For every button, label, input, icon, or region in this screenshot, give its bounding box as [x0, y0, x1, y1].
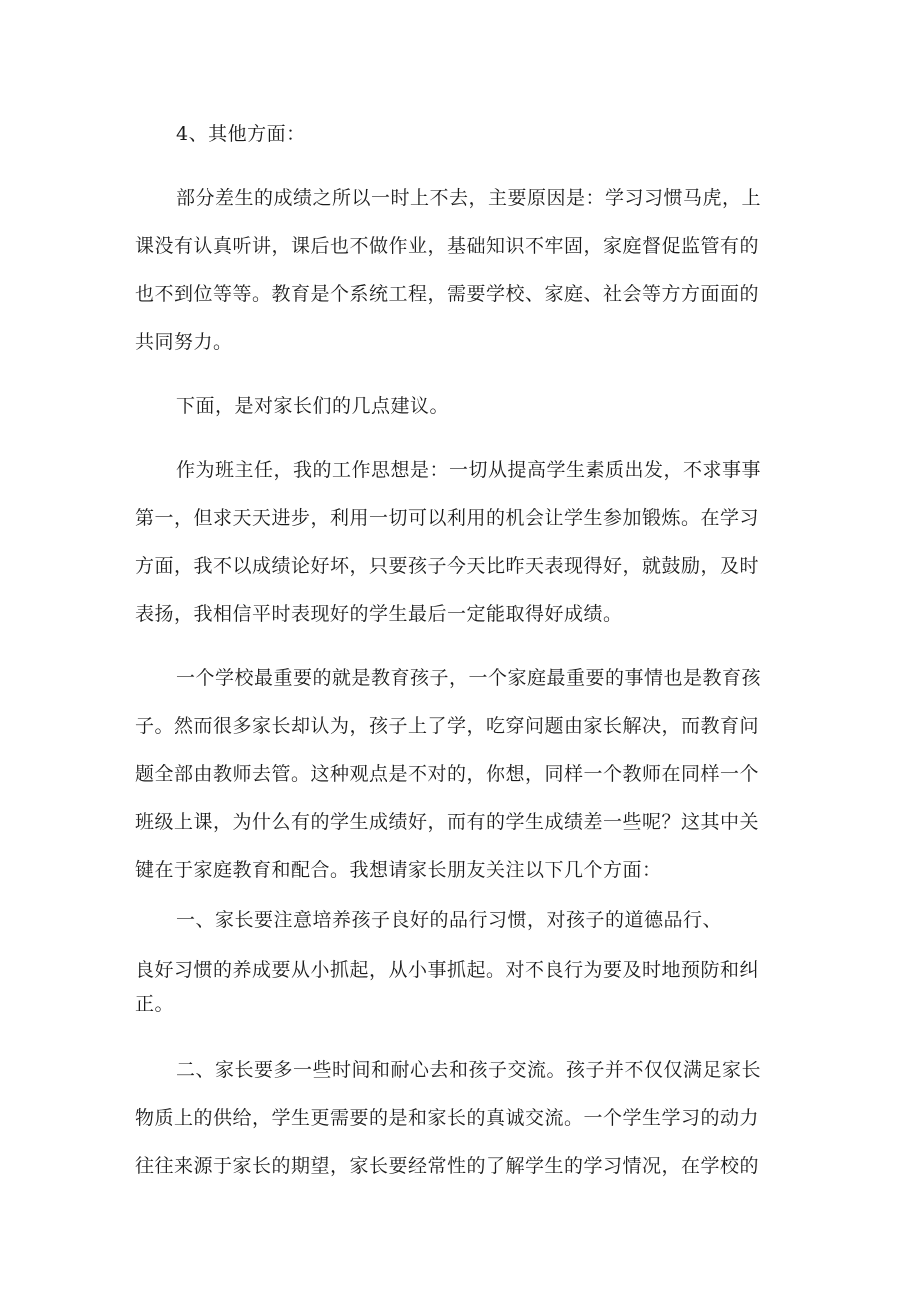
paragraph-line: 正。	[135, 993, 175, 1015]
paragraph-line: 一、家长要注意培养孩子良好的品行习惯，对孩子的道德品行、	[176, 909, 723, 931]
paragraph-line: 下面，是对家长们的几点建议。	[176, 395, 450, 417]
paragraph-line: 第一，但求天天进步，利用一切可以利用的机会让学生参加锻炼。在学习	[135, 507, 760, 529]
paragraph-line: 也不到位等等。教育是个系统工程，需要学校、家庭、社会等方方面面的	[135, 283, 760, 305]
paragraph-line: 共同努力。	[135, 331, 233, 353]
paragraph-line: 课没有认真听讲，课后也不做作业，基础知识不牢固，家庭督促监管有的	[135, 235, 760, 257]
paragraph-line: 子。然而很多家长却认为，孩子上了学，吃穿问题由家长解决，而教育问	[135, 715, 760, 737]
paragraph-line: 二、家长要多一些时间和耐心去和孩子交流。孩子并不仅仅满足家长	[176, 1059, 762, 1081]
paragraph-line: 方面，我不以成绩论好坏，只要孩子今天比昨天表现得好，就鼓励，及时	[135, 555, 760, 577]
section-heading: 4、其他方面：	[176, 123, 306, 145]
paragraph-line: 表扬，我相信平时表现好的学生最后一定能取得好成绩。	[135, 603, 623, 625]
paragraph-line: 部分差生的成绩之所以一时上不去，主要原因是：学习习惯马虎，上	[176, 187, 762, 209]
paragraph-line: 题全部由教师去管。这种观点是不对的，你想，同样一个教师在同样一个	[135, 763, 760, 785]
paragraph-line: 良好习惯的养成要从小抓起，从小事抓起。对不良行为要及时地预防和纠	[135, 959, 760, 981]
paragraph-line: 物质上的供给，学生更需要的是和家长的真诚交流。一个学生学习的动力	[135, 1107, 760, 1129]
paragraph-line: 作为班主任，我的工作思想是：一切从提高学生素质出发，不求事事	[176, 459, 762, 481]
paragraph-line: 一个学校最重要的就是教育孩子，一个家庭最重要的事情也是教育孩	[176, 667, 762, 689]
paragraph-line: 班级上课，为什么有的学生成绩好，而有的学生成绩差一些呢？这其中关	[135, 811, 760, 833]
paragraph-line: 键在于家庭教育和配合。我想请家长朋友关注以下几个方面：	[135, 859, 662, 881]
paragraph-line: 往往来源于家长的期望，家长要经常性的了解学生的学习情况，在学校的	[135, 1155, 760, 1177]
